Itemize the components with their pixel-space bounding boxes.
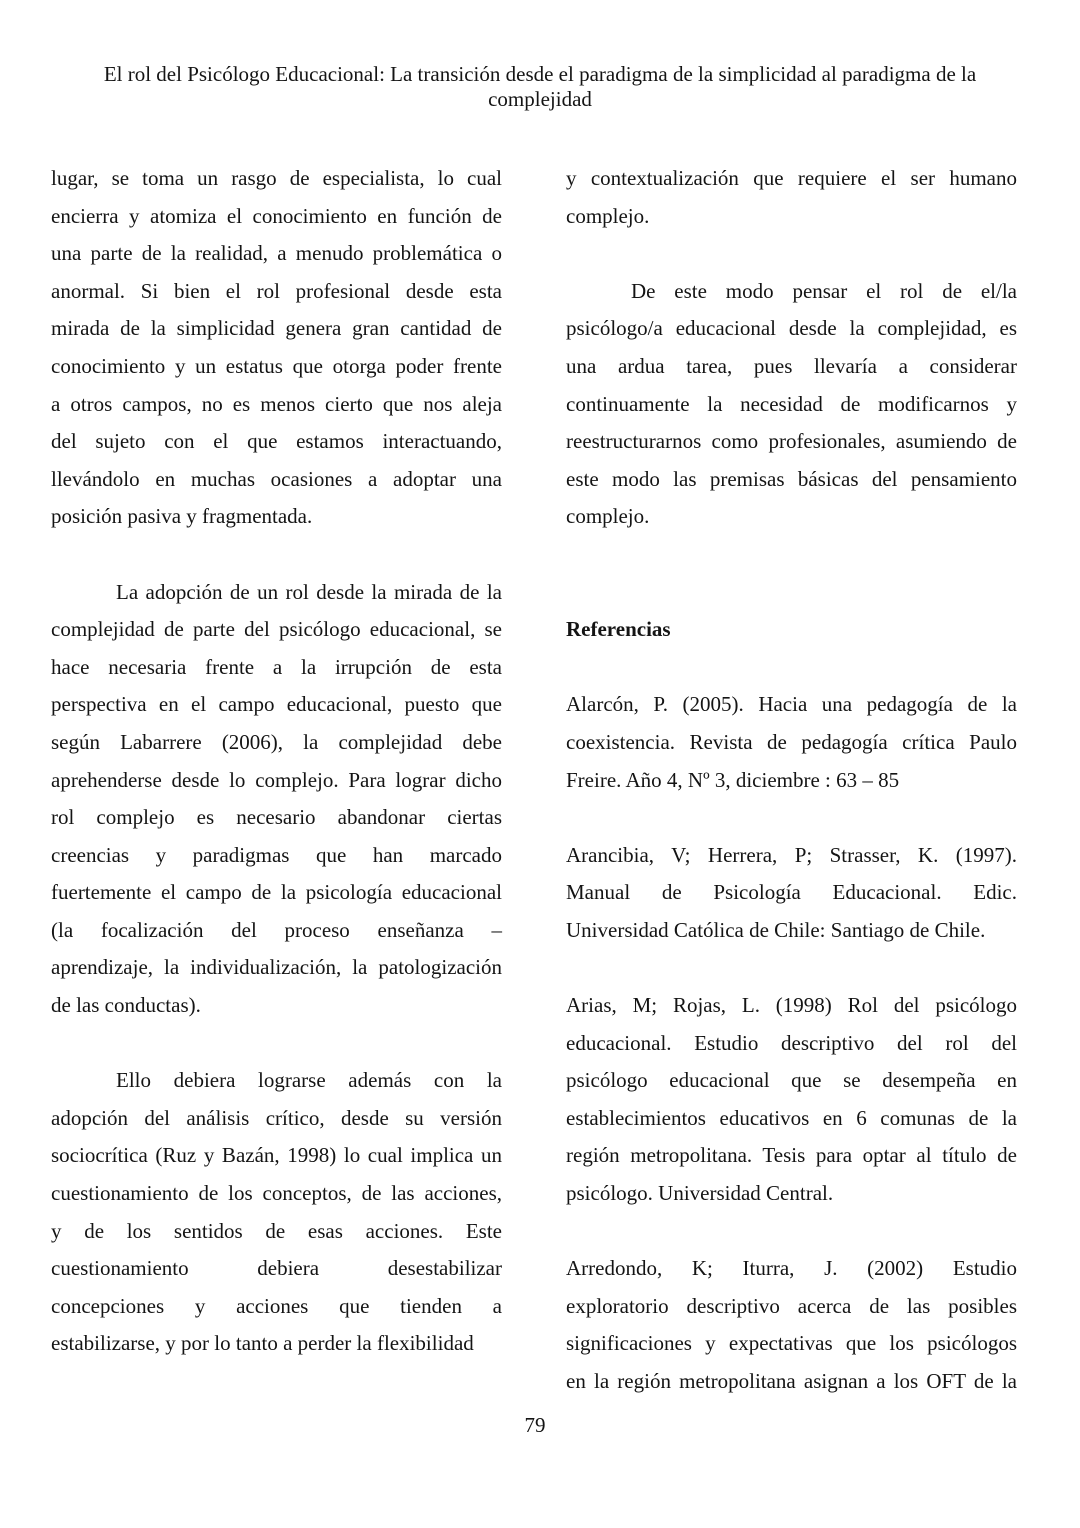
text-line: posición pasiva y fragmentada.: [51, 504, 313, 529]
text-line: según Labarrere (2006), la complejidad debe: [51, 729, 502, 754]
text-line: coexistencia. Revista de pedagogía crítica Paulo: [566, 729, 1017, 754]
text-line: estabilizarse, y por lo tanto a perder la flexibilidad: [51, 1331, 474, 1356]
text-line: Arias, M; Rojas, L. (1998) Rol del psicólogo: [566, 993, 1017, 1018]
text-line: y de los sentidos de esas acciones. Este: [51, 1218, 502, 1243]
text-line: región metropolitana. Tesis para optar al título de: [566, 1143, 1017, 1168]
running-header: [60, 62, 1020, 112]
reference-entry: [566, 987, 1017, 1213]
text-line: en la región metropolitana asignan a los OFT de la: [566, 1369, 1017, 1393]
body-paragraph: [51, 574, 502, 1025]
text-line: cuestionamiento de los conceptos, de las acciones,: [51, 1181, 502, 1206]
left-column: [51, 160, 502, 1363]
text-line: complejo.: [566, 203, 650, 228]
text-line: lugar, se toma un rasgo de especialista, lo cual: [51, 166, 502, 190]
page-number: 79: [524, 1413, 546, 1437]
body-paragraph: [566, 160, 1017, 235]
reference-entry: [566, 686, 1017, 799]
text-line: una parte de la realidad, a menudo problemática o: [51, 241, 502, 266]
text-line: Ello debiera lograrse además con la: [116, 1068, 502, 1093]
text-line: fuertemente el campo de la psicología educacional: [51, 880, 502, 905]
text-line: Manual de Psicología Educacional. Edic.: [566, 880, 1017, 905]
body-paragraph: [566, 273, 1017, 536]
text-line: psicólogo. Universidad Central.: [566, 1181, 834, 1206]
text-line: encierra y atomiza el conocimiento en función de: [51, 203, 502, 228]
text-line: sociocrítica (Ruz y Bazán, 1998) lo cual implica un: [51, 1143, 502, 1168]
reference-entry: [566, 1250, 1017, 1400]
text-line: conocimiento y un estatus que otorga poder frente: [51, 353, 502, 378]
text-line: llevándolo en muchas ocasiones a adoptar una: [51, 466, 502, 491]
text-line: hace necesaria frente a la irrupción de esta: [51, 654, 502, 679]
body-paragraph: [51, 1062, 502, 1363]
text-line: Universidad Católica de Chile: Santiago de Chile.: [566, 917, 986, 942]
text-line: (la focalización del proceso enseñanza –: [51, 917, 502, 942]
text-line: de las conductas).: [51, 993, 201, 1018]
text-line: concepciones y acciones que tienden a: [51, 1293, 502, 1318]
paragraph-spacer: [566, 649, 1017, 687]
text-line: a otros campos, no es menos cierto que nos aleja: [51, 391, 502, 416]
text-line: una ardua tarea, pues llevaría a considerar: [566, 353, 1017, 378]
text-line: Arancibia, V; Herrera, P; Strasser, K. (1997).: [566, 842, 1017, 867]
text-line: creencias y paradigmas que han marcado: [51, 842, 502, 867]
text-line: cuestionamiento debiera desestabilizar: [51, 1256, 502, 1281]
text-line: del sujeto con el que estamos interactuando,: [51, 429, 502, 454]
references-heading: Referencias: [566, 617, 671, 642]
paragraph-spacer: [566, 799, 1017, 837]
text-line: mirada de la simplicidad genera gran cantidad de: [51, 316, 502, 341]
paragraph-spacer: [566, 949, 1017, 987]
text-line: y contextualización que requiere el ser humano: [566, 166, 1017, 190]
text-line: anormal. Si bien el rol profesional desde esta: [51, 278, 502, 303]
text-line: perspectiva en el campo educacional, puesto que: [51, 692, 502, 717]
text-line: este modo las premisas básicas del pensamiento: [566, 466, 1017, 491]
paragraph-spacer: [566, 1213, 1017, 1251]
text-line: Freire. Año 4, Nº 3, diciembre : 63 – 85: [566, 767, 900, 792]
text-line: establecimientos educativos en 6 comunas de la: [566, 1105, 1017, 1130]
text-line: Alarcón, P. (2005). Hacia una pedagogía de la: [566, 692, 1017, 717]
text-line: La adopción de un rol desde la mirada de la: [116, 579, 502, 604]
header-title-line-2: complejidad: [488, 87, 592, 111]
text-line: rol complejo es necesario abandonar ciertas: [51, 805, 502, 830]
text-line: Arredondo, K; Iturra, J. (2002) Estudio: [566, 1256, 1017, 1281]
paragraph-spacer: [51, 1025, 502, 1063]
text-line: De este modo pensar el rol de el/la: [631, 278, 1017, 303]
right-column: [566, 160, 1017, 1401]
text-line: exploratorio descriptivo acerca de las posibles: [566, 1293, 1017, 1318]
text-line: aprehenderse desde lo complejo. Para lograr dicho: [51, 767, 502, 792]
text-line: aprendizaje, la individualización, la patologización: [51, 955, 502, 980]
paragraph-spacer: [566, 536, 1017, 611]
text-line: continuamente la necesidad de modificarnos y: [566, 391, 1017, 416]
text-line: psicólogo educacional que se desempeña en: [566, 1068, 1017, 1093]
body-paragraph: [51, 160, 502, 536]
paragraph-spacer: [51, 536, 502, 574]
text-line: complejidad de parte del psicólogo educacional, se: [51, 617, 502, 642]
text-line: educacional. Estudio descriptivo del rol del: [566, 1030, 1017, 1055]
text-line: reestructurarnos como profesionales, asumiendo de: [566, 429, 1017, 454]
text-line: significaciones y expectativas que los psicólogos: [566, 1331, 1017, 1356]
text-line: psicólogo/a educacional desde la complejidad, es: [566, 316, 1017, 341]
text-line: adopción del análisis crítico, desde su versión: [51, 1105, 502, 1130]
reference-entry: [566, 837, 1017, 950]
paragraph-spacer: [566, 235, 1017, 273]
text-line: complejo.: [566, 504, 650, 529]
header-title-line-1: El rol del Psicólogo Educacional: La transición desde el paradigma de la simplicidad al paradigma de la: [103, 62, 977, 86]
